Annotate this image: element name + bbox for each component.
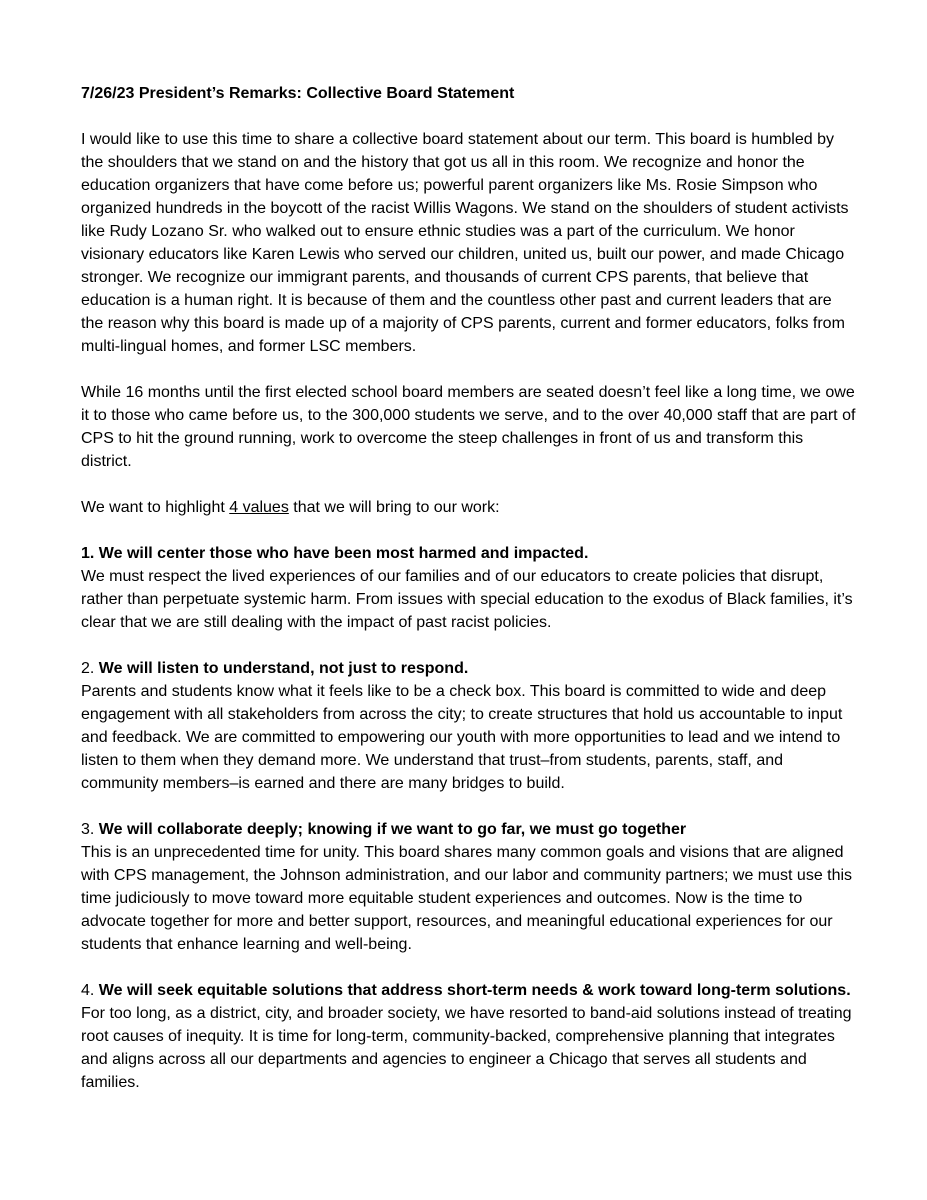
value-heading-1 [81, 542, 857, 565]
value-section-2 [81, 657, 857, 795]
value-heading-3 [81, 818, 857, 841]
value-heading-text-2: We will listen to understand, not just to respond. [98, 660, 469, 677]
values-intro-after: that we will bring to our work: [288, 499, 500, 516]
intro-paragraph-1: I would like to use this time to share a collective board statement about our term. This board is humbled by the shoulders that we stand on and the history that got us all in this room. We recognize and honor the education organizers that have come before us; powerful parent organizers like Ms. Rosie Simpson who organized hundreds in the boycott of the racist Willis Wagons. We stand on the shoulders of student activists like Rudy Lozano Sr. who walked out to ensure ethnic studies was a part of the curriculum. We honor visionary educators like Karen Lewis who served our children, united us, built our power, and made Chicago stronger. We recognize our immigrant parents, and thousands of current CPS parents, that believe that education is a human right. It is because of them and the countless other past and current leaders that are the reason why this board is made up of a majority of CPS parents, current and former educators, folks from multi-lingual homes, and former LSC members. [81, 131, 849, 355]
value-heading-text-4: We will seek equitable solutions that address short-term needs & work toward long-term solutions. [98, 982, 851, 999]
value-heading-text-3: We will collaborate deeply; knowing if we want to go far, we must go together [98, 821, 687, 838]
value-heading-text-1: We will center those who have been most harmed and impacted. [98, 545, 589, 562]
value-body-4: For too long, as a district, city, and broader society, we have resorted to band-aid solutions instead of treating root causes of inequity. It is time for long-term, community-backed, comprehensive planning that integrates and aligns across all our departments and agencies to engineer a Chicago that serves all students and families. [81, 1005, 852, 1091]
intro-paragraph-2: While 16 months until the first elected school board members are seated doesn’t feel like a long time, we owe it to those who came before us, to the 300,000 students we serve, and to the over 40,000 staff that are part of CPS to hit the ground running, work to overcome the steep challenges in front of us and transform this district. [81, 384, 856, 470]
value-section-3 [81, 818, 857, 956]
value-heading-2 [81, 657, 857, 680]
value-section-4 [81, 979, 857, 1094]
value-heading-4 [81, 979, 857, 1002]
value-number-2: 2. [81, 660, 95, 677]
value-body-1: We must respect the lived experiences of our families and of our educators to create policies that disrupt, rather than perpetuate systemic harm. From issues with special education to the exodus of Black families, it’s clear that we are still dealing with the impact of past racist policies. [81, 568, 853, 631]
values-intro [81, 496, 857, 519]
value-number-1: 1. [81, 545, 95, 562]
document-title: 7/26/23 President’s Remarks: Collective Board Statement [81, 85, 515, 102]
value-section-1 [81, 542, 857, 634]
value-body-3: This is an unprecedented time for unity. This board shares many common goals and visions that are aligned with CPS management, the Johnson administration, and our labor and community partners; we must use this time judiciously to move toward more equitable student experiences and outcomes. Now is the time to advocate together for more and better support, resources, and meaningful educational experiences for our students that enhance learning and well-being. [81, 844, 853, 953]
value-number-3: 3. [81, 821, 95, 838]
value-body-2: Parents and students know what it feels like to be a check box. This board is committed to wide and deep engagement with all stakeholders from across the city; to create structures that hold us accountable to input and feedback. We are committed to empowering our youth with more opportunities to lead and we intend to listen to them when they demand more. We understand that trust–from students, parents, staff, and community members–is earned and there are many bridges to build. [81, 683, 843, 792]
values-count-underlined: 4 values [229, 499, 289, 516]
value-number-4: 4. [81, 982, 95, 999]
values-intro-before: We want to highlight [81, 499, 230, 516]
